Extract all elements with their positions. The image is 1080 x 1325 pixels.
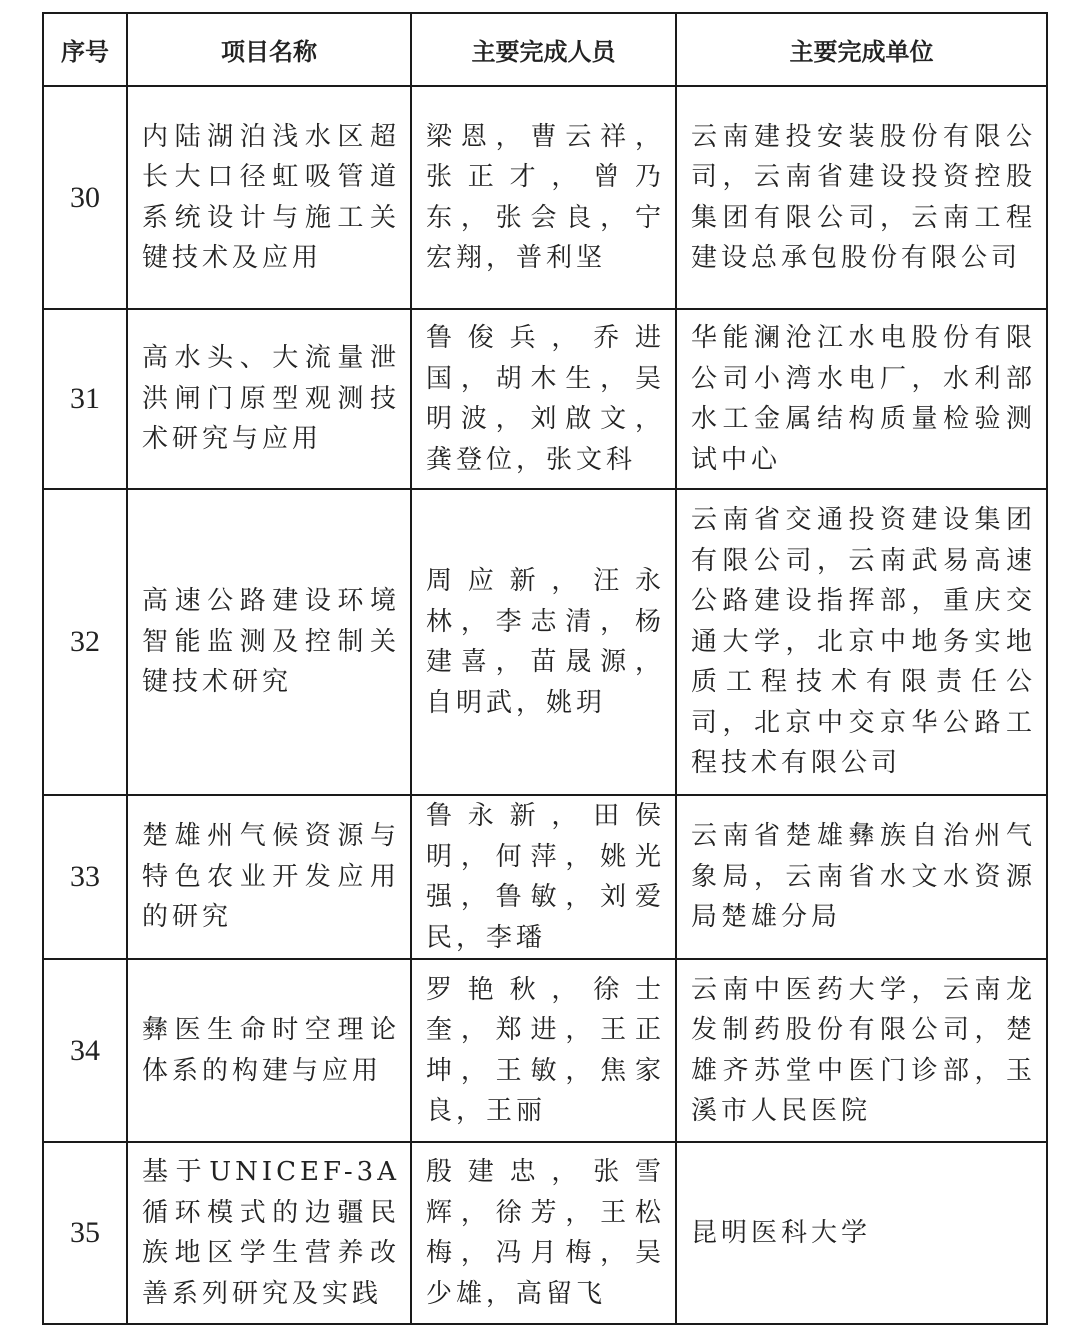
row-serial: 32: [43, 489, 127, 795]
row-units: 云南省楚雄彝族自治州气象局，云南省水文水资源局楚雄分局: [676, 795, 1047, 959]
row-project-name: 高速公路建设环境智能监测及控制关键技术研究: [127, 489, 411, 795]
row-project-name: 基于UNICEF-3A循环模式的边疆民族地区学生营养改善系列研究及实践: [127, 1142, 411, 1324]
row-serial: 31: [43, 309, 127, 489]
row-units: 云南中医药大学，云南龙发制药股份有限公司，楚雄齐苏堂中医门诊部，玉溪市人民医院: [676, 959, 1047, 1142]
row-serial: 33: [43, 795, 127, 959]
awards-table: [42, 12, 1048, 1325]
row-serial: 35: [43, 1142, 127, 1324]
header-serial: 序号: [43, 13, 127, 86]
table-row: [43, 1142, 1047, 1324]
row-units: 云南建投安装股份有限公司，云南省建设投资控股集团有限公司，云南工程建设总承包股份有限公司: [676, 86, 1047, 309]
row-project-name: 彝医生命时空理论体系的构建与应用: [127, 959, 411, 1142]
table-row: [43, 309, 1047, 489]
row-people: 周应新，汪永林，李志清，杨建喜，苗晟源，自明武，姚玥: [411, 489, 676, 795]
row-units: 昆明医科大学: [676, 1142, 1047, 1324]
row-units: 华能澜沧江水电股份有限公司小湾水电厂，水利部水工金属结构质量检验测试中心: [676, 309, 1047, 489]
row-people: 罗艳秋，徐士奎，郑进，王正坤，王敏，焦家良，王丽: [411, 959, 676, 1142]
table-row: [43, 489, 1047, 795]
row-people: 鲁俊兵，乔进国，胡木生，吴明波，刘啟文，龚登位，张文科: [411, 309, 676, 489]
row-serial: 34: [43, 959, 127, 1142]
header-main-units: 主要完成单位: [676, 13, 1047, 86]
table-row: [43, 795, 1047, 959]
header-row: [43, 13, 1047, 86]
row-project-name: 楚雄州气候资源与特色农业开发应用的研究: [127, 795, 411, 959]
row-people: 梁恩，曹云祥，张正才，曾乃东，张会良，宁宏翔，普利坚: [411, 86, 676, 309]
header-main-people: 主要完成人员: [411, 13, 676, 86]
row-project-name: 内陆湖泊浅水区超长大口径虹吸管道系统设计与施工关键技术及应用: [127, 86, 411, 309]
table-row: [43, 86, 1047, 309]
row-units: 云南省交通投资建设集团有限公司，云南武易高速公路建设指挥部，重庆交通大学，北京中地务实地质工程技术有限责任公司，北京中交京华公路工程技术有限公司: [676, 489, 1047, 795]
row-people: 鲁永新，田侯明，何萍，姚光强，鲁敏，刘爱民，李璠: [411, 795, 676, 959]
row-project-name: 高水头、大流量泄洪闸门原型观测技术研究与应用: [127, 309, 411, 489]
table-row: [43, 959, 1047, 1142]
awards-table-page: [42, 12, 1046, 1309]
row-people: 殷建忠，张雪辉，徐芳，王松梅，冯月梅，吴少雄，高留飞: [411, 1142, 676, 1324]
row-serial: 30: [43, 86, 127, 309]
header-project-name: 项目名称: [127, 13, 411, 86]
